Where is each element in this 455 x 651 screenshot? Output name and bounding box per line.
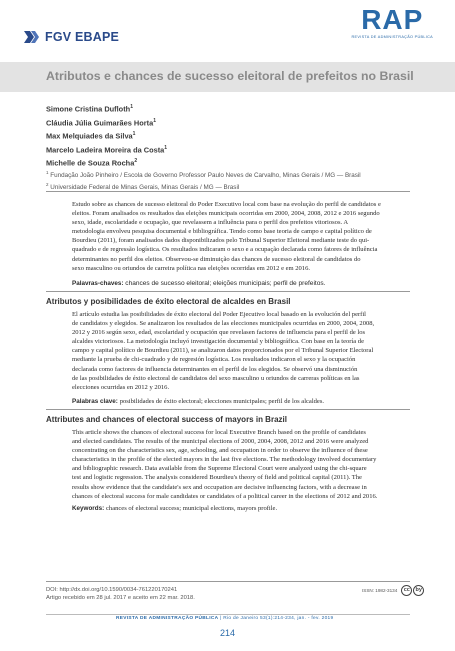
divider: [46, 191, 410, 192]
keywords-text: posibilidades de éxito electoral; elecciones municipales; perfil de los alcaldes.: [119, 398, 325, 405]
abstract-line: alcaldes victoriosos. La metodología incluyó investigación documental y bibliográfica. Con base en la teoría de: [72, 338, 364, 346]
author-mark: 1: [164, 144, 168, 151]
author-mark: 2: [134, 158, 138, 164]
divider: [46, 291, 410, 292]
divider: [46, 409, 410, 410]
author-mark: 1: [130, 104, 133, 110]
abstract-line: concentrating on the characteristics sex, age, schooling, and occupation in order to observe the influence of these: [72, 447, 368, 455]
by-icon: by: [413, 585, 424, 596]
author-name: Michelle de Souza Rocha: [46, 158, 135, 168]
abstract-line: results show evidence that the candidate's sex and occupation are decisive influencing factors, with a decrease in: [72, 483, 367, 491]
doi-label: DOI:: [46, 587, 58, 593]
author: [46, 142, 167, 156]
abstract-line: elecciones ocurridas en 2012 y 2016.: [72, 383, 170, 391]
author-name: Marcelo Ladeira Moreira da Costa: [46, 144, 165, 154]
abstract-line: quadrado e de regressão logística. Os resultados indicaram o sexo e a ocupação declarada como fatores de influência: [72, 246, 378, 254]
abstract-line: El artículo estudia las posibilidades de éxito electoral del Poder Ejecutivo local basado en la evolución del perfil: [72, 311, 366, 318]
received-date: Artigo recebido em 28 jul. 2017 e aceito em 22 mar. 2018.: [46, 595, 195, 602]
keywords-label: Keywords:: [72, 505, 105, 512]
article-title: Atributos e chances de sucesso eleitoral de prefeitos no Brasil: [46, 69, 414, 83]
abstract-line: mediante la prueba de chi-cuadrado y de regresión logística. Los resultados indicaron el sexo y la ocupación: [72, 356, 356, 364]
author: [46, 115, 167, 129]
affiliation-mark: 2: [46, 182, 49, 188]
keywords-en: [72, 504, 410, 513]
abstract-line: declarada como factores de influencia determinantes en el perfil de los elegidos. Se observó una disminución: [72, 365, 358, 373]
keywords-label: Palavras-chaves:: [72, 280, 124, 287]
journal-citation: [116, 616, 334, 621]
abstract-pt: [72, 200, 410, 273]
abstract-line: de las posibilidades de éxito electoral de candidatos del sexo masculino u oriundos de carreras políticas en las: [72, 374, 360, 382]
abstract-line: sexo, idade, escolaridade e ocupação, que revelassem a influência para o perfil dos prefeitos vitoriosos. A: [72, 219, 349, 227]
journal-logo-subtitle: REVISTA DE ADMINISTRAÇÃO PÚBLICA: [351, 35, 433, 39]
abstract-en: [72, 428, 410, 501]
author-name: Max Melquiades da Silva: [46, 131, 133, 141]
keywords-es: [72, 397, 410, 406]
author-mark: 1: [132, 131, 136, 137]
cc-icon: cc: [401, 585, 412, 596]
abstract-line: campo y capital político de Bourdieu (2011), se analizaron datos proporcionados por el Tribunal Superior Electoral: [72, 347, 374, 355]
journal-logo: [352, 6, 433, 39]
page-number: 214: [219, 628, 236, 638]
abstract-line: sexo masculino ou oriundos de carreira política nas eleições ocorridas em 2012 e em 2016.: [72, 264, 310, 272]
affiliation: [46, 168, 361, 180]
journal-logo-text: RAP: [361, 4, 424, 35]
publisher-name: FGV EBAPE: [45, 30, 120, 44]
issn: ISSN: 1982-3134: [362, 588, 398, 593]
author-name: Cláudia Júlia Guimarães Horta: [46, 117, 154, 127]
author-mark: 1: [153, 117, 156, 124]
journal-name: REVISTA DE ADMINISTRAÇÃO PÚBLICA: [116, 616, 219, 621]
keywords-pt: [72, 279, 410, 288]
article-metadata: [46, 586, 195, 602]
author: [46, 155, 167, 169]
affiliation-mark: 1: [46, 170, 49, 175]
affiliation-text: Fundação João Pinheiro / Escola de Governo Professor Paulo Neves de Carvalho, Minas Gerais / MG — Brasil: [50, 172, 361, 180]
author: [46, 101, 167, 115]
abstract-line: characteristics in the profile of the elected mayors in the last five elections. The methodology involved documentary: [72, 456, 377, 464]
keywords-label: Palabras clave:: [72, 398, 118, 405]
fgv-ebape-logo: [24, 30, 119, 44]
abstract-line: This article shows the chances of electoral success for local Executive Branch based on the profile of candidates: [72, 429, 366, 436]
author: [46, 128, 167, 142]
section-heading-es: Atributos y posibilidades de éxito electoral de alcaldes en Brasil: [46, 297, 291, 306]
cc-by-badge[interactable]: [401, 585, 424, 596]
page-header: [0, 0, 455, 60]
abstract-line: chances of electoral success for male candidates or candidates of a political career in the elections of 2012 and 2016.: [72, 492, 378, 500]
abstract-es: [72, 310, 410, 392]
license-info: [362, 585, 424, 596]
section-heading-en: Attributes and chances of electoral success of mayors in Brazil: [46, 415, 287, 424]
keywords-text: chances de sucesso eleitoral; eleições municipais; perfil de prefeitos.: [125, 280, 326, 287]
affiliation-text: Universidade Federal de Minas Gerais, Minas Gerais / MG — Brasil: [50, 184, 240, 192]
abstract-line: metodologia envolveu pesquisa documental e bibliográfica. Tendo como base teoria de campo e capital político de: [72, 228, 372, 236]
doi-link[interactable]: http://dx.doi.org/10.1590/0034-761220170241: [59, 587, 178, 593]
abstract-line: and bibliographic research. Data available from the Supreme Electoral Court were analyzed using the chi-square: [72, 465, 367, 473]
abstract-line: and elected candidates. The results of the municipal elections of 2000, 2004, 2008, 2012 and 2016 were analyzed: [72, 438, 369, 446]
abstract-line: eleitos. Foram analisados os resultados das eleições municipais ocorridas em 2000, 2004, 2008, 2012 e 2016 segundo: [72, 210, 380, 218]
abstract-line: Estudo sobre as chances de sucesso eleitoral do Poder Executivo local com base na evolução do perfil de candidatos e: [72, 201, 381, 208]
abstract-line: test and logistic regression. The analysis considered Bourdieu's theory of field and political capital (2011). The: [72, 474, 362, 482]
keywords-text: chances of electoral success; municipal elections, mayors profile.: [106, 505, 278, 512]
abstract-line: determinantes no perfil dos eleitos. Observou-se diminuição das chances de sucesso eleitoral de candidatos do: [72, 255, 361, 263]
abstract-line: de candidatos y elegidos. Se analizaron los resultados de las elecciones municipales ocurridas en 2000, 2004, 2008,: [72, 320, 375, 328]
abstract-line: Bourdieu (2011), foram analisados dados disponibilizados pelo Tribunal Superior Eleitoral mediante teste do qui-: [72, 237, 370, 245]
abstract-line: 2012 y 2016 según sexo, edad, escolaridad y ocupación que revelasen factores de influencia para el perfil de los: [72, 329, 366, 337]
affiliation-list: [46, 168, 361, 192]
fgv-chevron-icon: [24, 31, 40, 43]
doi-line: [46, 586, 195, 594]
divider: [46, 581, 410, 582]
citation-text: | Rio de Janeiro 53(1):214-234, jan. - fev. 2019: [220, 616, 334, 621]
author-name: Simone Cristina Dufloth: [46, 104, 131, 114]
author-list: [46, 101, 167, 169]
